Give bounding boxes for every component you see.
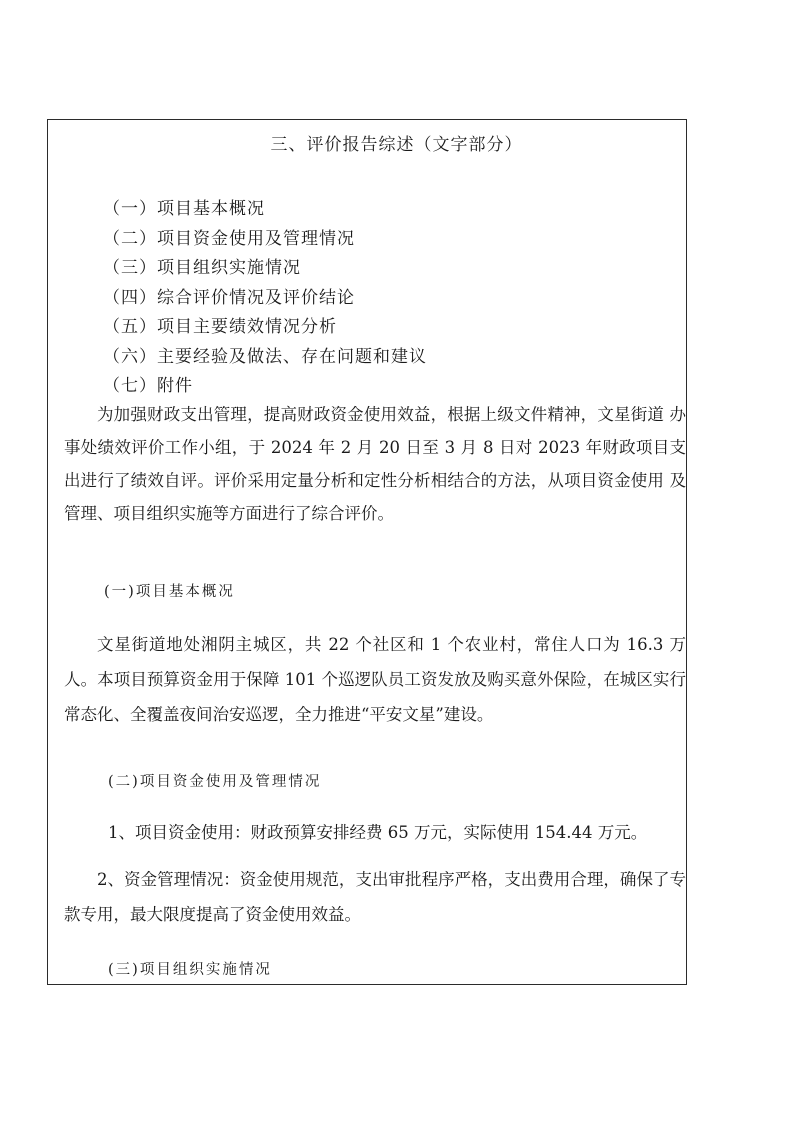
section2-item2: 2、资金管理情况：资金使用规范，支出审批程序严格，支出费用合理，确保了专款专用，最大限度提高了资金使用效益。 — [64, 870, 686, 924]
section3-heading: (三)项目组织实施情况 — [108, 962, 272, 978]
toc-item: （五）项目主要绩效情况分析 — [103, 317, 337, 337]
toc-item: （二）项目资金使用及管理情况 — [103, 228, 355, 249]
toc-item: （四）综合评价情况及评价结论 — [103, 287, 355, 308]
table-of-contents — [103, 195, 427, 402]
intro-paragraph: 为加强财政支出管理，提高财政资金使用效益，根据上级文件精神，文星街道 办事处绩效评价工作小组，于 2024 年 2 月 20 日至 3 月 8 日对 2023 年财政项目支 出进行了绩效自评。评价采用定量分析和定性分析相结合的方法，从项目资金使用 及管理、项目组织实施等方面进行了综合评价。 — [64, 405, 686, 523]
section2-item1: 1、项目资金使用：财政预算安排经费 65 万元，实际使用 154.44 万元。 — [108, 823, 648, 842]
toc-item: （七）附件 — [103, 376, 193, 396]
toc-item: （三）项目组织实施情况 — [103, 258, 301, 278]
section1-heading: (一)项目基本概况 — [104, 584, 235, 600]
section1-paragraph: 文星街道地处湘阴主城区，共 22 个社区和 1 个农业村，常住人口为 16.3 万人。本项目预算资金用于保障 101 个巡逻队员工资发放及购买意外保险，在城区实行常态化、全覆盖夜间治安巡逻，全力推进“平安文星”建设。 — [64, 635, 686, 724]
toc-item: （一）项目基本概况 — [103, 199, 265, 219]
toc-item: （六）主要经验及做法、存在问题和建议 — [103, 346, 427, 367]
section-title: 三、评价报告综述（文字部分） — [270, 135, 523, 155]
section2-heading: (二)项目资金使用及管理情况 — [108, 774, 322, 790]
